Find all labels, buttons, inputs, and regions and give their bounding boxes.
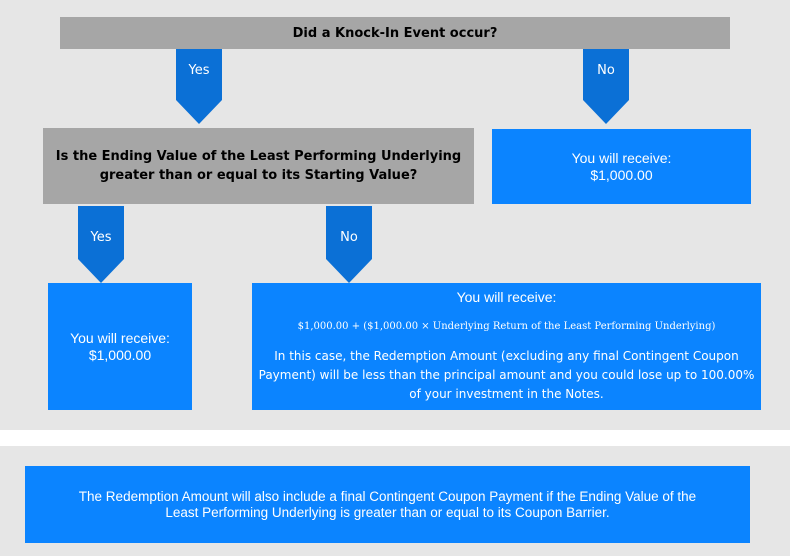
result-main-heading: You will receive: xyxy=(456,289,557,305)
footer-note xyxy=(25,466,750,543)
result-ending-above-start-line2: $1,000.00 xyxy=(88,346,152,363)
result-ending-above-start xyxy=(48,283,192,410)
arrow-yes-1-label-wrap xyxy=(176,63,222,83)
question-knock-in-text: Did a Knock-In Event occur? xyxy=(292,25,498,41)
arrow-no-1-label-wrap xyxy=(583,63,629,83)
arrow-yes-2-label: Yes xyxy=(90,230,112,245)
result-main-para-line3: of your investment in the Notes. xyxy=(409,387,604,401)
footer-note-line1: The Redemption Amount will also include a final Contingent Coupon Payment if the Ending Value of the xyxy=(78,488,697,504)
result-main-para-line2: Payment) will be less than the principal amount and you could lose up to 100.00% xyxy=(258,368,755,382)
result-ending-above-start-line1: You will receive: xyxy=(70,329,170,346)
result-main-formula: $1,000.00 + ($1,000.00 × Underlying Return of the Least Performing Underlying) xyxy=(297,321,716,332)
question-knock-in xyxy=(60,17,730,49)
arrow-no-2-label: No xyxy=(340,230,358,245)
result-ending-below-start xyxy=(252,283,761,410)
question-ending-value-line2: greater than or equal to its Starting Value? xyxy=(99,168,418,183)
arrow-yes-2-label-wrap xyxy=(78,230,124,250)
arrow-no-2-label-wrap xyxy=(326,230,372,250)
arrow-no-1-label: No xyxy=(597,63,615,78)
question-ending-value-line1: Is the Ending Value of the Least Performing Underlying xyxy=(55,149,462,164)
result-no-knock-in-line2: $1,000.00 xyxy=(590,166,653,183)
arrow-no-1 xyxy=(583,49,629,124)
result-main-para-line1: In this case, the Redemption Amount (excluding any final Contingent Coupon xyxy=(274,349,739,363)
arrow-yes-1-label: Yes xyxy=(188,63,210,78)
question-ending-value xyxy=(43,128,474,204)
result-no-knock-in-line1: You will receive: xyxy=(571,149,672,166)
arrow-yes-1 xyxy=(176,49,222,124)
footer-note-line2: Least Performing Underlying is greater than or equal to its Coupon Barrier. xyxy=(165,504,610,520)
result-no-knock-in xyxy=(492,129,751,204)
